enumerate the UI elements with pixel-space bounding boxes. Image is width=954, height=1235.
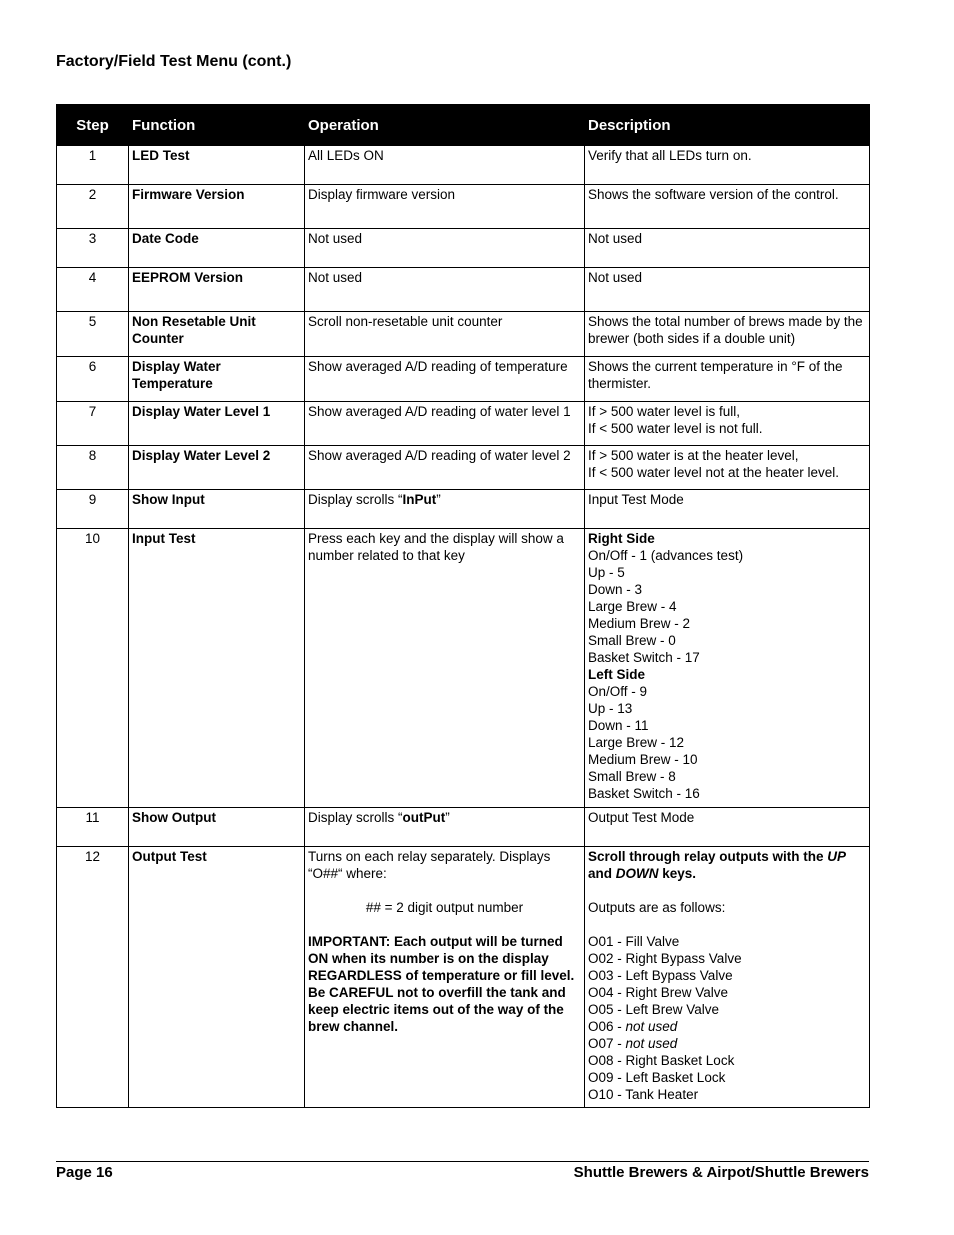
operation-text: Display scrolls “ (308, 810, 403, 825)
step-cell: 4 (57, 268, 129, 312)
table-row (57, 808, 870, 847)
description-line: If < 500 water level not at the heater level. (588, 465, 840, 480)
operation-cell: Not used (305, 268, 585, 312)
step-cell: 7 (57, 402, 129, 446)
key-mapping-item: Large Brew - 4 (588, 599, 677, 614)
function-cell: EEPROM Version (129, 268, 305, 312)
operation-cell (305, 847, 585, 1108)
function-cell: Non Resetable Unit Counter (129, 312, 305, 357)
function-cell: LED Test (129, 146, 305, 185)
key-mapping-item: Medium Brew - 10 (588, 752, 698, 767)
operation-cell: Scroll non-resetable unit counter (305, 312, 585, 357)
description-cell: Verify that all LEDs turn on. (585, 146, 870, 185)
manual-title: Shuttle Brewers & Airpot/Shuttle Brewers (573, 1164, 869, 1181)
step-cell: 6 (57, 357, 129, 402)
output-item: O07 - not used (588, 1036, 678, 1051)
function-cell: Show Output (129, 808, 305, 847)
operation-display-code: outPut (402, 810, 446, 825)
table-row (57, 229, 870, 268)
key-mapping-item: Down - 3 (588, 582, 643, 597)
key-mapping-item: Medium Brew - 2 (588, 616, 691, 631)
key-mapping-item: Small Brew - 0 (588, 633, 676, 648)
step-cell: 9 (57, 490, 129, 529)
output-item: O06 - not used (588, 1019, 678, 1034)
key-mapping-item: On/Off - 9 (588, 684, 648, 699)
function-cell: Display Water Temperature (129, 357, 305, 402)
description-cell: Input Test Mode (585, 490, 870, 529)
table-row (57, 446, 870, 490)
table-row (57, 185, 870, 229)
operation-cell (305, 808, 585, 847)
description-cell: Shows the software version of the control. (585, 185, 870, 229)
description-cell (585, 847, 870, 1108)
step-cell: 2 (57, 185, 129, 229)
step-cell: 3 (57, 229, 129, 268)
operation-text: ” (436, 492, 441, 507)
table-row (57, 402, 870, 446)
description-cell: Output Test Mode (585, 808, 870, 847)
key-mapping-item: Large Brew - 12 (588, 735, 685, 750)
description-cell: Shows the current temperature in °F of the thermister. (585, 357, 870, 402)
key-mapping-item: Small Brew - 8 (588, 769, 676, 784)
step-cell: 5 (57, 312, 129, 357)
output-item: O08 - Right Basket Lock (588, 1053, 735, 1068)
up-key-label: UP (827, 849, 847, 864)
function-cell: Display Water Level 2 (129, 446, 305, 490)
operation-cell: Show averaged A/D reading of water level 2 (305, 446, 585, 490)
step-cell: 8 (57, 446, 129, 490)
description-line: If < 500 water level is not full. (588, 421, 763, 436)
operation-display-code: InPut (402, 492, 437, 507)
test-menu-table (56, 104, 870, 1108)
header-operation: Operation (305, 105, 585, 146)
step-cell: 12 (57, 847, 129, 1108)
table-row (57, 312, 870, 357)
output-item: O09 - Left Basket Lock (588, 1070, 726, 1085)
page-title: Factory/Field Test Menu (cont.) (56, 53, 292, 70)
function-cell: Output Test (129, 847, 305, 1108)
important-warning: IMPORTANT: Each output will be turned ON when its number is on the display REGARDLESS of temperature or fill level. Be CAREFUL not to overfill the tank and keep electric items out of the way of the brew channel. (308, 934, 575, 1034)
header-description: Description (585, 105, 870, 146)
description-cell (585, 446, 870, 490)
description-cell: Not used (585, 268, 870, 312)
description-cell: Not used (585, 229, 870, 268)
output-item: O03 - Left Bypass Valve (588, 968, 733, 983)
key-mapping-item: Down - 11 (588, 718, 649, 733)
function-cell: Firmware Version (129, 185, 305, 229)
table-row (57, 490, 870, 529)
operation-cell: All LEDs ON (305, 146, 585, 185)
output-item: O01 - Fill Valve (588, 934, 680, 949)
down-key-label: DOWN (615, 866, 659, 881)
description-cell (585, 529, 870, 808)
outputs-list (588, 933, 866, 1103)
right-side-heading: Right Side (588, 531, 655, 546)
output-item: O10 - Tank Heater (588, 1087, 699, 1102)
key-mapping-item: On/Off - 1 (advances test) (588, 548, 744, 563)
operation-cell: Display firmware version (305, 185, 585, 229)
function-cell: Input Test (129, 529, 305, 808)
table-header-row (57, 105, 870, 146)
table-row (57, 357, 870, 402)
operation-cell: Not used (305, 229, 585, 268)
key-mapping-item: Basket Switch - 16 (588, 786, 700, 801)
description-cell: Shows the total number of brews made by the brewer (both sides if a double unit) (585, 312, 870, 357)
key-mapping-item: Basket Switch - 17 (588, 650, 700, 665)
table-row (57, 268, 870, 312)
outputs-intro: Outputs are as follows: (588, 900, 726, 915)
description-line: If > 500 water level is full, (588, 404, 740, 419)
left-side-heading: Left Side (588, 667, 646, 682)
output-item: O05 - Left Brew Valve (588, 1002, 720, 1017)
step-cell: 10 (57, 529, 129, 808)
key-mapping-item: Up - 13 (588, 701, 633, 716)
function-cell: Display Water Level 1 (129, 402, 305, 446)
operation-formula: ## = 2 digit output number (365, 900, 524, 915)
key-mapping-item: Up - 5 (588, 565, 625, 580)
operation-cell (305, 490, 585, 529)
table-row (57, 146, 870, 185)
table-row (57, 847, 870, 1108)
step-cell: 1 (57, 146, 129, 185)
function-cell: Show Input (129, 490, 305, 529)
operation-text: Display scrolls “ (308, 492, 403, 507)
output-item: O02 - Right Bypass Valve (588, 951, 742, 966)
operation-cell: Press each key and the display will show a number related to that key (305, 529, 585, 808)
footer-divider (56, 1161, 869, 1162)
scroll-instruction: Scroll through relay outputs with the UP and DOWN keys. (588, 849, 847, 881)
function-cell: Date Code (129, 229, 305, 268)
operation-text: ” (445, 810, 450, 825)
operation-cell: Show averaged A/D reading of water level 1 (305, 402, 585, 446)
operation-intro: Turns on each relay separately. Displays “O##“ where: (308, 849, 551, 881)
header-function: Function (129, 105, 305, 146)
description-cell (585, 402, 870, 446)
operation-cell: Show averaged A/D reading of temperature (305, 357, 585, 402)
page-number: Page 16 (56, 1164, 113, 1181)
description-line: If > 500 water is at the heater level, (588, 448, 799, 463)
table-row (57, 529, 870, 808)
output-item: O04 - Right Brew Valve (588, 985, 729, 1000)
step-cell: 11 (57, 808, 129, 847)
header-step: Step (57, 105, 129, 146)
